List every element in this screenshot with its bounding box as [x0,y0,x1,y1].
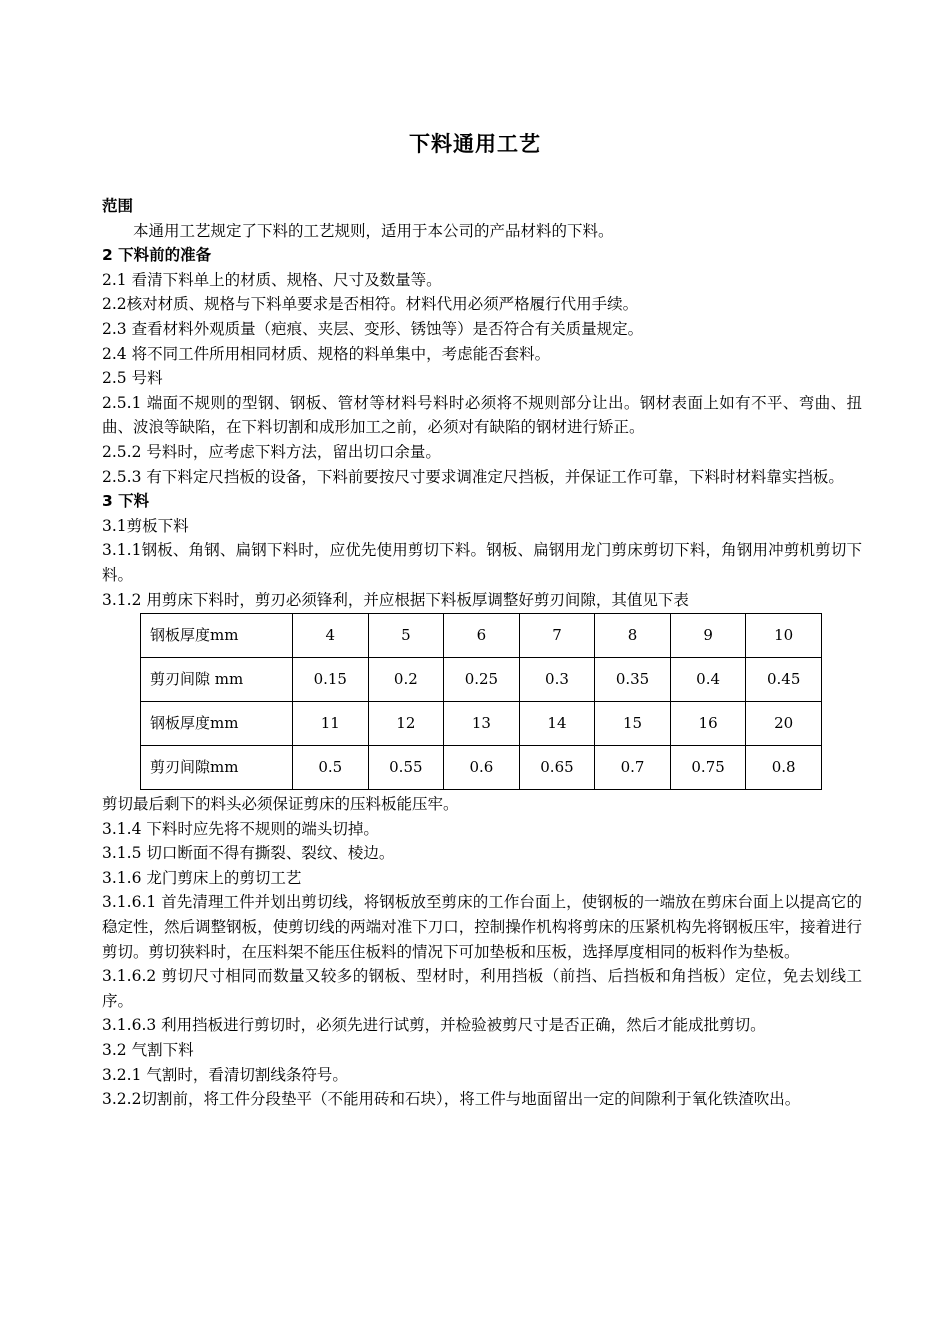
table-row-label: 剪刃间隙mm [141,746,293,790]
section-heading-scope: 范围 [102,197,134,215]
table-cell: 16 [670,702,746,746]
table-cell: 0.7 [595,746,671,790]
table-row [141,746,822,790]
paragraph-3-1-6-2: 3.1.6.2 剪切尺寸相同而数量又较多的钢板、型材时，利用挡板（前挡、后挡板和角挡板）定位，免去划线工序。 [102,967,862,1010]
table-cell: 13 [444,702,520,746]
table-cell: 0.55 [368,746,444,790]
table-cell: 6 [444,614,520,658]
paragraph-2-4: 2.4 将不同工件所用相同材质、规格的料单集中，考虑能否套料。 [102,344,551,363]
table-row-label: 钢板厚度mm [141,702,293,746]
table-cell: 8 [595,614,671,658]
paragraph-2-1: 2.1 看清下料单上的材质、规格、尺寸及数量等。 [102,270,442,289]
paragraph-3-1-5: 3.1.5 切口断面不得有撕裂、裂纹、棱边。 [102,844,395,863]
table-cell: 9 [670,614,746,658]
paragraph-2-3: 2.3 查看材料外观质量（疤痕、夹层、变形、锈蚀等）是否符合有关质量规定。 [102,319,644,338]
table-row [141,658,822,702]
paragraph-2-5-2: 2.5.2 号料时，应考虑下料方法，留出切口余量。 [102,442,441,461]
table-cell: 0.6 [444,746,520,790]
paragraph-2-5-1: 2.5.1 端面不规则的型钢、钢板、管材等材料号料时必须将不规则部分让出。钢材表面上如有不平、弯曲、扭曲、波浪等缺陷，在下料切割和成形加工之前，必须对有缺陷的钢材进行矫正。 [102,393,862,437]
table-cell: 20 [746,702,822,746]
table-cell: 7 [519,614,595,658]
table-cell: 15 [595,702,671,746]
table-cell: 0.35 [595,658,671,702]
table-cell: 12 [368,702,444,746]
paragraph-3-2: 3.2 气割下料 [102,1041,194,1060]
table-cell: 0.65 [519,746,595,790]
section-heading-cutting: 3 下料 [102,492,150,511]
table-cell: 0.75 [670,746,746,790]
paragraph-2-5: 2.5 号料 [102,369,163,388]
table-cell: 10 [746,614,822,658]
table-cell: 0.4 [670,658,746,702]
table-cell: 0.25 [444,658,520,702]
table-cell: 0.3 [519,658,595,702]
paragraph-2-5-3: 2.5.3 有下料定尺挡板的设备，下料前要按尺寸要求调准定尺挡板，并保证工作可靠，下料时材料靠实挡板。 [102,467,844,486]
document-body [102,194,862,1112]
paragraph-3-1-6: 3.1.6 龙门剪床上的剪切工艺 [102,868,302,887]
table-row [141,702,822,746]
table-cell: 0.5 [293,746,369,790]
section-heading-preparation: 2 下料前的准备 [102,246,212,265]
table-cell: 0.15 [293,658,369,702]
table-row [141,614,822,658]
paragraph-3-1-1: 3.1.1钢板、角钢、扁钢下料时，应优先使用剪切下料。钢板、扁钢用龙门剪床剪切下料，角钢用冲剪机剪切下料。 [102,541,862,584]
paragraph-3-1-6-3: 3.1.6.3 利用挡板进行剪切时，必须先进行试剪，并检验被剪尺寸是否正确，然后才能成批剪切。 [102,1016,766,1035]
table-cell: 4 [293,614,369,658]
paragraph-3-1-2: 3.1.2 用剪床下料时，剪刃必须锋利，并应根据下料板厚调整好剪刃间隙，其值见下表 [102,590,689,609]
table-cell: 0.2 [368,658,444,702]
paragraph-scope: 本通用工艺规定了下料的工艺规则，适用于本公司的产品材料的下料。 [133,221,614,240]
paragraph-2-2: 2.2核对材质、规格与下料单要求是否相符。材料代用必须严格履行代用手续。 [102,295,639,314]
table-cell: 14 [519,702,595,746]
table-cell: 0.45 [746,658,822,702]
table-cell: 0.8 [746,746,822,790]
paragraph-3-1-4: 3.1.4 下料时应先将不规则的端头切掉。 [102,819,379,838]
paragraph-after-table: 剪切最后剩下的料头必须保证剪床的压料板能压牢。 [102,795,459,814]
table-cell: 5 [368,614,444,658]
table-row-label: 剪刃间隙 mm [141,658,293,702]
table-cell: 11 [293,702,369,746]
blade-gap-table-body [141,614,822,790]
table-row-label: 钢板厚度mm [141,614,293,658]
paragraph-3-2-2: 3.2.2切割前，将工件分段垫平（不能用砖和石块），将工件与地面留出一定的间隙利于氧化铁渣吹出。 [102,1090,801,1109]
page-title: 下料通用工艺 [409,133,541,156]
blade-gap-table [140,613,822,790]
paragraph-3-1-6-1: 3.1.6.1 首先清理工件并划出剪切线，将钢板放至剪床的工作台面上，使钢板的一端放在剪床台面上以提高它的稳定性，然后调整钢板，使剪切线的两端对准下刀口，控制操作机构将剪床的压紧机构先将钢板压牢，接着进行剪切。剪切狭料时，在压料架不能压住板料的情况下可加垫板和压板，选择厚度相同的板料作为垫板。 [102,893,862,961]
paragraph-3-2-1: 3.2.1 气割时，看清切割线条符号。 [102,1065,348,1084]
paragraph-3-1: 3.1剪板下料 [102,516,189,535]
